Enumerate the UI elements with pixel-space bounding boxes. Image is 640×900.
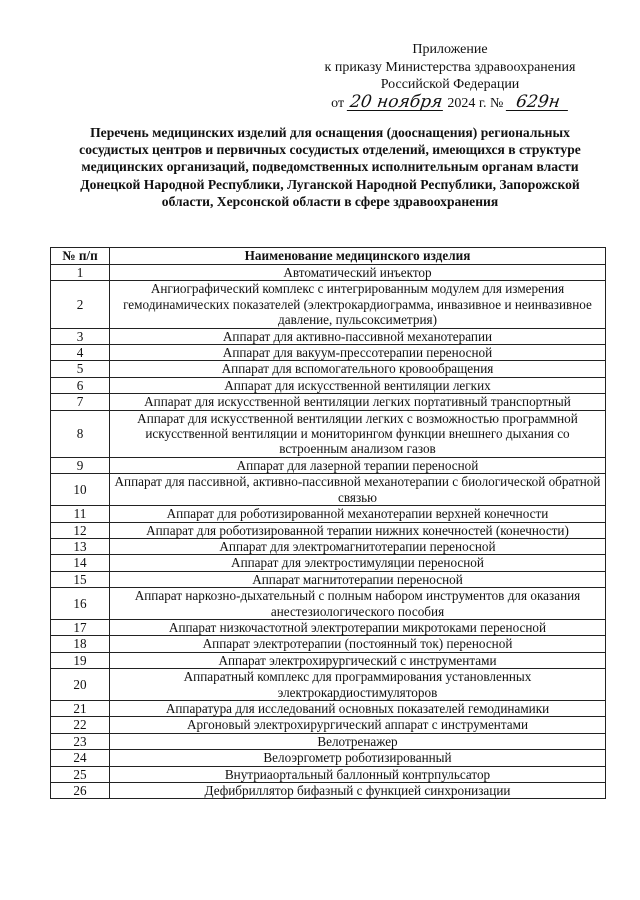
device-name: Внутриаортальный баллонный контрпульсатор — [110, 766, 606, 782]
device-name: Аппаратура для исследований основных показателей гемодинамики — [110, 700, 606, 716]
table-row — [51, 571, 606, 587]
device-name: Аргоновый электрохирургический аппарат с инструментами — [110, 717, 606, 733]
table-row — [51, 717, 606, 733]
table-row — [51, 394, 606, 410]
devices-table — [50, 247, 606, 799]
row-number: 20 — [51, 669, 110, 701]
device-name: Аппарат низкочастотной электротерапии микротоками переносной — [110, 619, 606, 635]
table-row — [51, 361, 606, 377]
device-name: Аппарат для искусственной вентиляции легких с возможностью программной искусственной вентиляции и мониторингом функции внешнего дыхания со встроенным анализом газов — [110, 410, 606, 457]
device-name: Аппарат для активно-пассивной механотерапии — [110, 328, 606, 344]
device-name: Аппарат для вспомогательного кровообращения — [110, 361, 606, 377]
appendix-header — [300, 41, 600, 112]
table-row — [51, 538, 606, 554]
row-number: 13 — [51, 538, 110, 554]
device-name: Аппарат для искусственной вентиляции легких — [110, 377, 606, 393]
row-number: 15 — [51, 571, 110, 587]
table-row — [51, 522, 606, 538]
row-number: 14 — [51, 555, 110, 571]
table-row — [51, 328, 606, 344]
document-title: Перечень медицинских изделий для оснащения (дооснащения) региональных сосудистых центров и первичных сосудистых отделений, имеющихся в структуре медицинских организаций, подведомственных исполнительным органам власти Донецкой Народной Республики, Луганской Народной Республики, Запорожской области, Херсонской области в сфере здравоохранения — [79, 125, 581, 209]
column-header-number: № п/п — [51, 248, 110, 265]
row-number: 10 — [51, 474, 110, 506]
from-label: от — [331, 95, 345, 111]
device-name: Аппарат магнитотерапии переносной — [110, 571, 606, 587]
row-number: 6 — [51, 377, 110, 393]
device-name: Аппарат для роботизированной механотерапии верхней конечности — [110, 506, 606, 522]
table-row — [51, 281, 606, 328]
device-name: Аппарат электротерапии (постоянный ток) переносной — [110, 636, 606, 652]
table-row — [51, 733, 606, 749]
device-name: Аппарат для искусственной вентиляции легких портативный транспортный — [110, 394, 606, 410]
row-number: 12 — [51, 522, 110, 538]
device-name: Велоэргометр роботизированный — [110, 750, 606, 766]
device-name: Аппарат для вакуум-прессотерапии переносной — [110, 345, 606, 361]
device-name: Аппарат для лазерной терапии переносной — [110, 457, 606, 473]
row-number: 22 — [51, 717, 110, 733]
device-name: Аппарат наркозно-дыхательный с полным набором инструментов для оказания анестезиологического пособия — [110, 588, 606, 620]
table-row — [51, 766, 606, 782]
device-name: Аппаратный комплекс для программирования установленных электрокардиостимуляторов — [110, 669, 606, 701]
table-row — [51, 783, 606, 799]
device-name: Аппарат для электромагнитотерапии переносной — [110, 538, 606, 554]
row-number: 2 — [51, 281, 110, 328]
table-row — [51, 345, 606, 361]
handwritten-date: 20 ноября — [348, 91, 444, 112]
order-reference: к приказу Министерства здравоохранения — [324, 59, 576, 75]
device-name: Автоматический инъектор — [110, 265, 606, 281]
table-row — [51, 555, 606, 571]
table-row — [51, 506, 606, 522]
row-number: 23 — [51, 733, 110, 749]
row-number: 5 — [51, 361, 110, 377]
row-number: 16 — [51, 588, 110, 620]
row-number: 4 — [51, 345, 110, 361]
device-name: Аппарат для роботизированной терапии нижних конечностей (конечности) — [110, 522, 606, 538]
row-number: 26 — [51, 783, 110, 799]
device-name: Аппарат для электростимуляции переносной — [110, 555, 606, 571]
ministry-country: Российской Федерации — [380, 77, 520, 92]
table-row — [51, 265, 606, 281]
table-row — [51, 750, 606, 766]
table-row — [51, 619, 606, 635]
column-header-name: Наименование медицинского изделия — [110, 248, 606, 265]
table-row — [51, 636, 606, 652]
table-row — [51, 700, 606, 716]
handwritten-order-number: 629н — [506, 94, 570, 111]
device-name: Велотренажер — [110, 733, 606, 749]
device-name: Дефибриллятор бифазный с функцией синхронизации — [110, 783, 606, 799]
order-date-line — [300, 91, 600, 113]
table-row — [51, 410, 606, 457]
year-number-label: 2024 г. № — [447, 95, 504, 111]
device-name: Аппарат для пассивной, активно-пассивной механотерапии с биологической обратной связью — [110, 474, 606, 506]
row-number: 11 — [51, 506, 110, 522]
table-body — [51, 265, 606, 799]
appendix-label: Приложение — [412, 42, 488, 57]
row-number: 1 — [51, 265, 110, 281]
table-row — [51, 652, 606, 668]
device-name: Ангиографический комплекс с интегрированным модулем для измерения гемодинамических показателей (электрокардиограмма, инвазивное и неинвазивное давление, пульсоксиметрия) — [110, 281, 606, 328]
table-header-row — [51, 248, 606, 265]
row-number: 8 — [51, 410, 110, 457]
row-number: 21 — [51, 700, 110, 716]
table-row — [51, 588, 606, 620]
row-number: 3 — [51, 328, 110, 344]
table-row — [51, 377, 606, 393]
row-number: 25 — [51, 766, 110, 782]
row-number: 18 — [51, 636, 110, 652]
device-name: Аппарат электрохирургический с инструментами — [110, 652, 606, 668]
row-number: 24 — [51, 750, 110, 766]
row-number: 17 — [51, 619, 110, 635]
row-number: 7 — [51, 394, 110, 410]
row-number: 9 — [51, 457, 110, 473]
row-number: 19 — [51, 652, 110, 668]
table-row — [51, 457, 606, 473]
table-row — [51, 669, 606, 701]
table-row — [51, 474, 606, 506]
